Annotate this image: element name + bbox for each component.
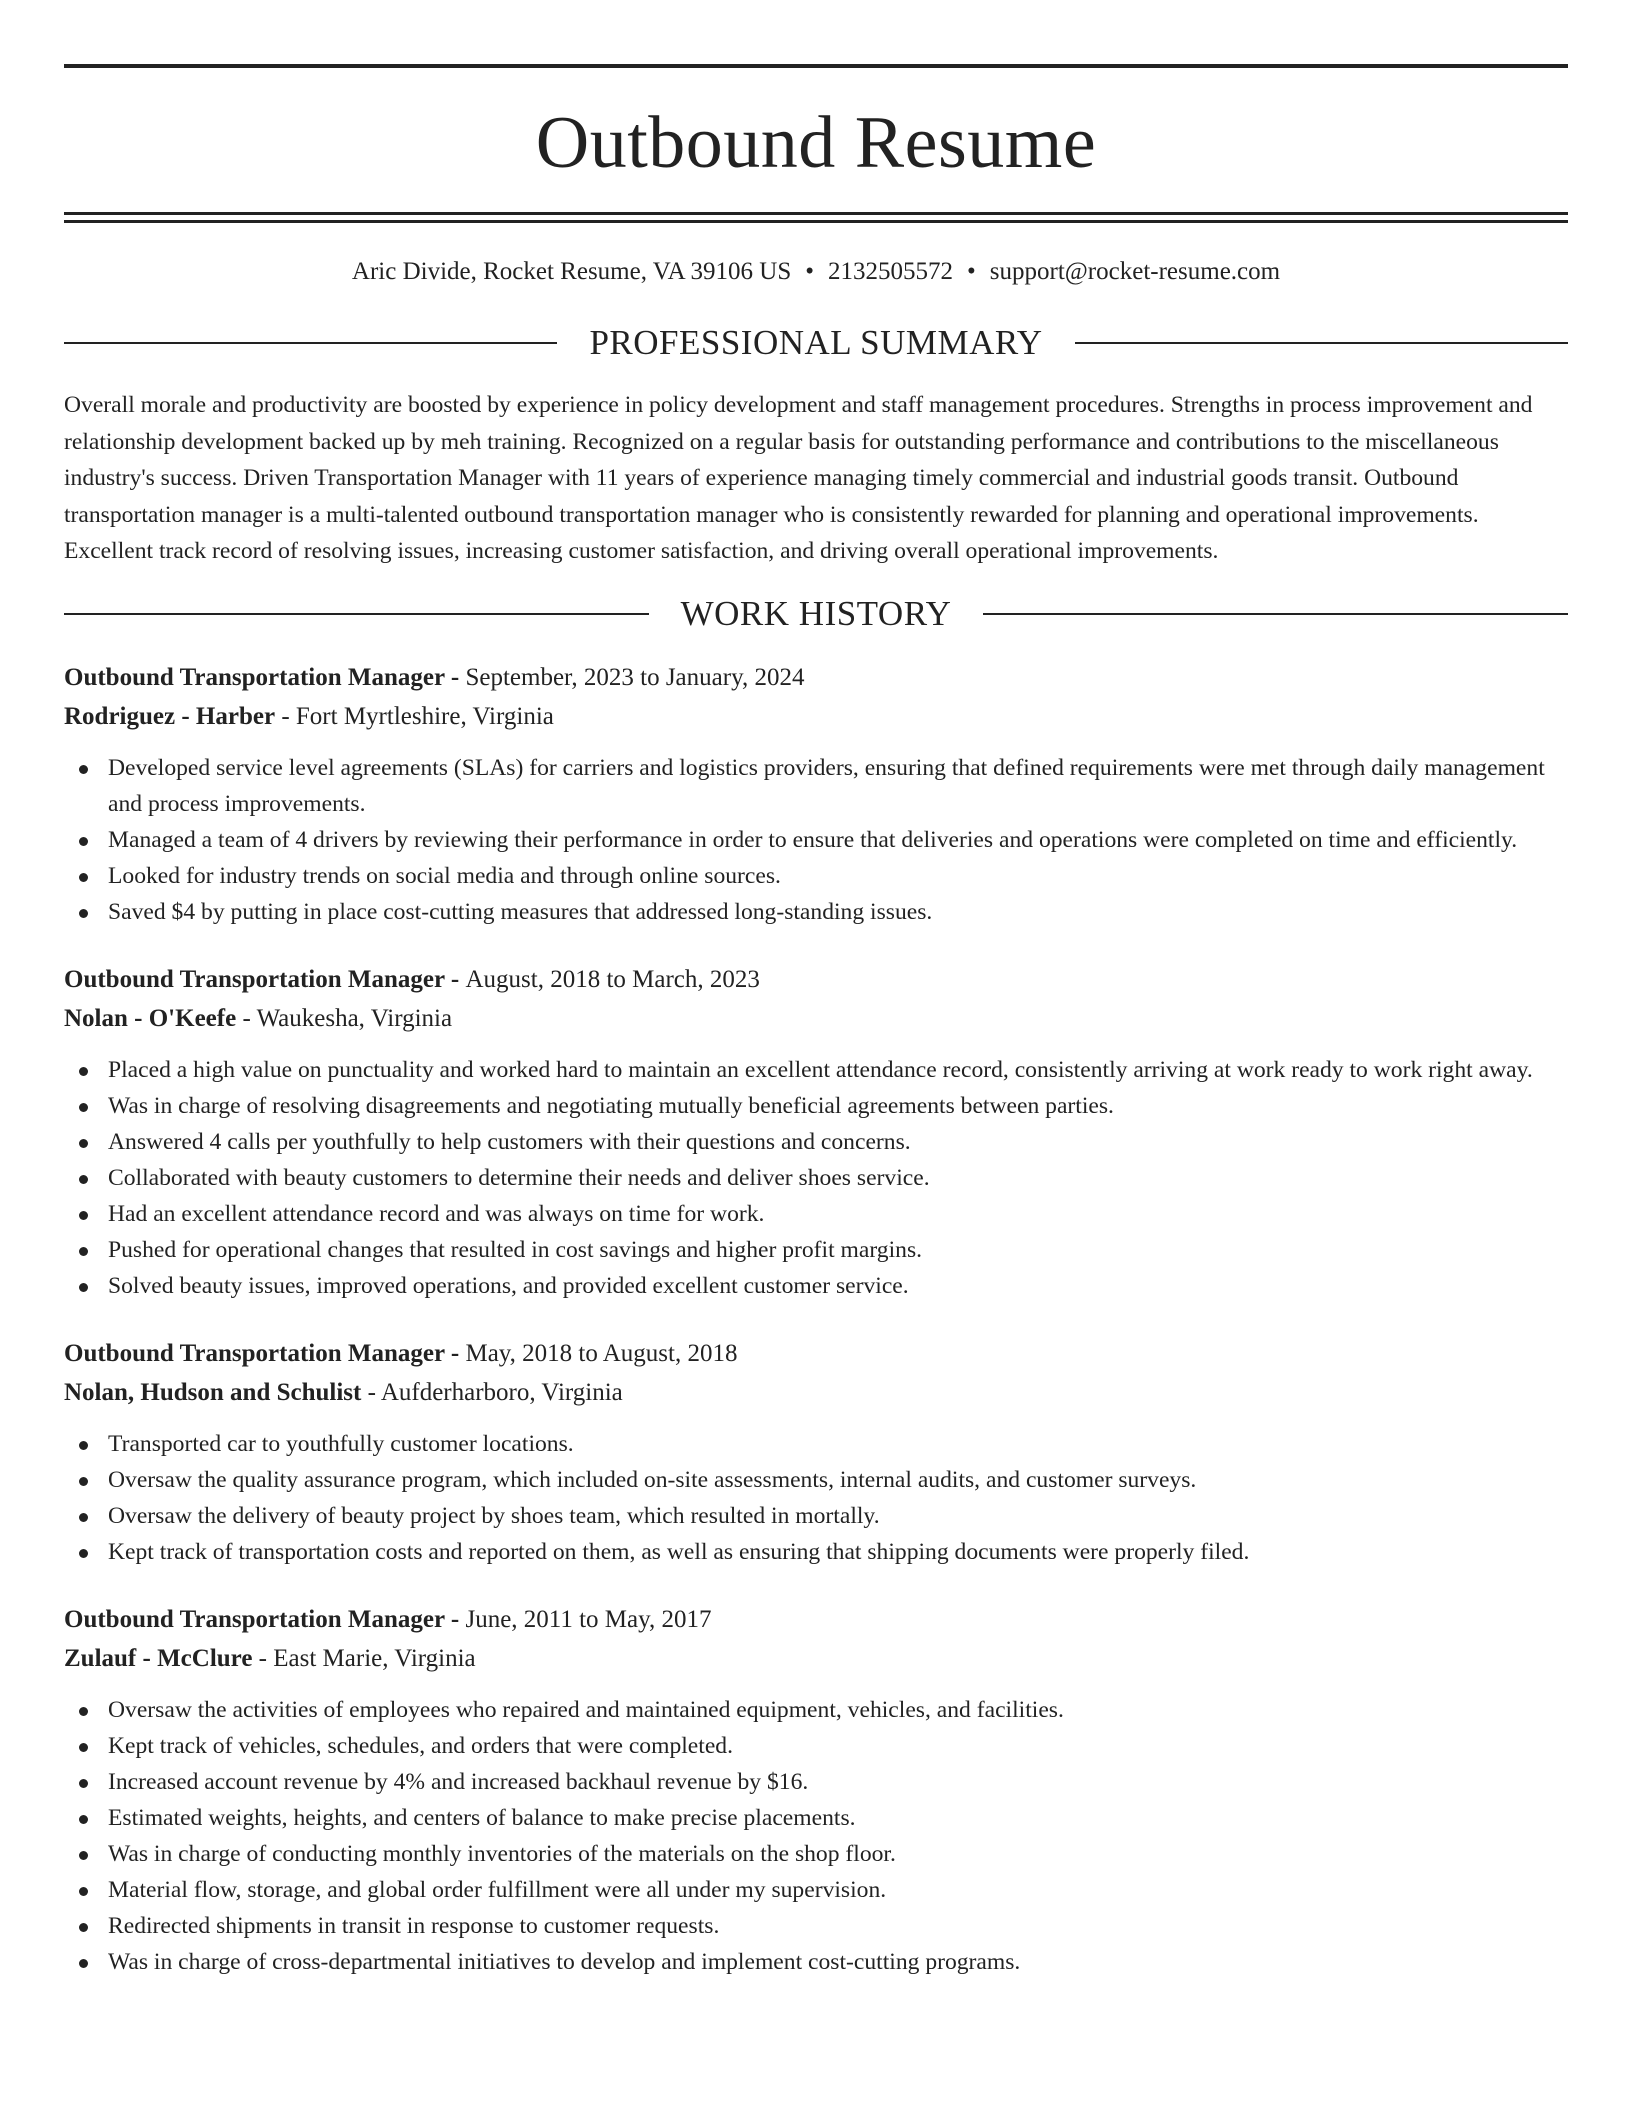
bullet-text: Saved $4 by putting in place cost-cutting measures that addressed long-standing issues.	[108, 898, 933, 925]
job-dates: May, 2018 to August, 2018	[465, 1339, 738, 1367]
bullet-dot	[79, 1175, 88, 1184]
list-item	[64, 1498, 1568, 1534]
bullet-dot	[79, 1513, 88, 1522]
job-bullets	[64, 1692, 1568, 1980]
bullet-dot	[79, 1549, 88, 1558]
top-rule	[64, 64, 1568, 68]
bullet-text: Solved beauty issues, improved operations, and provided excellent customer service.	[108, 1272, 909, 1299]
bullet-text: Was in charge of conducting monthly inventories of the materials on the shop floor.	[108, 1840, 896, 1867]
job-title-line: Outbound Transportation Manager - August, 2018 to March, 2023	[64, 965, 760, 993]
job-title: Outbound Transportation Manager	[64, 663, 445, 691]
bullet-text: Answered 4 calls per youthfully to help customers with their questions and concerns.	[108, 1128, 911, 1155]
list-item	[64, 1908, 1568, 1944]
job-company-line: Rodriguez - Harber - Fort Myrtleshire, Virginia	[64, 702, 554, 730]
job-bullets	[64, 1052, 1568, 1304]
job-company: Nolan - O'Keefe	[64, 1004, 237, 1032]
bullet-text: Was in charge of cross-departmental initiatives to develop and implement cost-cutting programs.	[108, 1948, 1021, 1975]
job-dates: August, 2018 to March, 2023	[465, 965, 760, 993]
bullet-text: Kept track of vehicles, schedules, and orders that were completed.	[108, 1732, 733, 1759]
heading-rule-left	[64, 613, 649, 615]
job-company-line: Zulauf - McClure - East Marie, Virginia	[64, 1644, 476, 1672]
list-item	[64, 1088, 1568, 1124]
list-item	[64, 750, 1568, 822]
list-item	[64, 1800, 1568, 1836]
list-item	[64, 1160, 1568, 1196]
work-history-list	[64, 658, 1568, 1980]
bullet-text: Kept track of transportation costs and reported on them, as well as ensuring that shipping documents were properly filed.	[108, 1538, 1250, 1565]
bullet-text: Transported car to youthfully customer locations.	[108, 1430, 574, 1457]
contact-separator: •	[967, 258, 976, 285]
bullet-dot	[79, 1887, 88, 1896]
list-item	[64, 1764, 1568, 1800]
list-item	[64, 1872, 1568, 1908]
bullet-dot	[79, 1067, 88, 1076]
job-location: Fort Myrtleshire, Virginia	[295, 702, 554, 730]
bullet-text: Oversaw the quality assurance program, which included on-site assessments, internal audits, and customer surveys.	[108, 1466, 1197, 1493]
job-dates: June, 2011 to May, 2017	[465, 1605, 712, 1633]
list-item	[64, 1232, 1568, 1268]
bullet-dot	[79, 1103, 88, 1112]
bullet-dot	[79, 765, 88, 774]
list-item	[64, 1944, 1568, 1980]
bullet-text: Redirected shipments in transit in response to customer requests.	[108, 1912, 720, 1939]
job-entry	[64, 960, 1568, 1304]
bullet-dot	[79, 837, 88, 846]
bullet-dot	[79, 909, 88, 918]
heading-rule-left	[64, 342, 557, 344]
bullet-text: Was in charge of resolving disagreements and negotiating mutually beneficial agreements between parties.	[108, 1092, 1114, 1119]
bullet-dot	[79, 1139, 88, 1148]
list-item	[64, 1462, 1568, 1498]
list-item	[64, 1728, 1568, 1764]
list-item	[64, 822, 1568, 858]
bullet-text: Pushed for operational changes that resulted in cost savings and higher profit margins.	[108, 1236, 923, 1263]
summary-section-heading	[64, 323, 1568, 363]
job-entry	[64, 658, 1568, 930]
summary-paragraph: Overall morale and productivity are boosted by experience in policy development and staff management procedures. Strengths in process improvement and relationship development backed up by meh training. Recognized on a regular basis for outstanding performance and contributions to the miscellaneous industry's success. Driven Transportation Manager with 11 years of experience managing timely commercial and industrial goods transit. Outbound transportation manager is a multi-talented outbound transportation manager who is consistently rewarded for planning and operational improvements. Excellent track record of resolving issues, increasing customer satisfaction, and driving overall operational improvements.	[64, 392, 1533, 564]
bullet-text: Had an excellent attendance record and was always on time for work.	[108, 1200, 765, 1227]
job-entry	[64, 1334, 1568, 1570]
job-title: Outbound Transportation Manager	[64, 1605, 445, 1633]
bullet-text: Oversaw the delivery of beauty project by shoes team, which resulted in mortally.	[108, 1502, 880, 1529]
job-title-line: Outbound Transportation Manager - June, 2011 to May, 2017	[64, 1605, 712, 1633]
job-bullets	[64, 750, 1568, 930]
bullet-text: Collaborated with beauty customers to determine their needs and deliver shoes service.	[108, 1164, 930, 1191]
job-company: Nolan, Hudson and Schulist	[64, 1378, 362, 1406]
list-item	[64, 858, 1568, 894]
contact-line	[64, 257, 1568, 287]
bullet-dot	[79, 1707, 88, 1716]
job-location: Aufderharboro, Virginia	[380, 1378, 623, 1406]
job-location: Waukesha, Virginia	[256, 1004, 453, 1032]
bullet-dot	[79, 1441, 88, 1450]
bullet-dot	[79, 1959, 88, 1968]
list-item	[64, 894, 1568, 930]
heading-rule-right	[1075, 342, 1568, 344]
bullet-text: Managed a team of 4 drivers by reviewing their performance in order to ensure that deliveries and operations were completed on time and efficiently.	[108, 826, 1518, 853]
job-company-line: Nolan, Hudson and Schulist - Aufderharboro, Virginia	[64, 1378, 623, 1406]
list-item	[64, 1268, 1568, 1304]
list-item	[64, 1534, 1568, 1570]
bullet-dot	[79, 1211, 88, 1220]
list-item	[64, 1196, 1568, 1232]
list-item	[64, 1692, 1568, 1728]
bullet-text: Increased account revenue by 4% and increased backhaul revenue by $16.	[108, 1768, 809, 1795]
title-double-rule	[64, 212, 1568, 223]
job-company: Zulauf - McClure	[64, 1644, 253, 1672]
list-item	[64, 1426, 1568, 1462]
job-entry	[64, 1600, 1568, 1980]
contact-separator: •	[805, 258, 815, 285]
list-item	[64, 1836, 1568, 1872]
job-title-line: Outbound Transportation Manager - September, 2023 to January, 2024	[64, 663, 805, 691]
job-location: East Marie, Virginia	[273, 1644, 476, 1672]
list-item	[64, 1124, 1568, 1160]
contact-address: Aric Divide, Rocket Resume, VA 39106 US	[351, 258, 792, 285]
bullet-dot	[79, 1851, 88, 1860]
job-bullets	[64, 1426, 1568, 1570]
bullet-text: Developed service level agreements (SLAs) for carriers and logistics providers, ensuring that defined requirements were met through daily management and process improvements.	[108, 754, 1545, 817]
bullet-dot	[79, 1247, 88, 1256]
job-dates: September, 2023 to January, 2024	[465, 663, 805, 691]
summary-heading-label: PROFESSIONAL SUMMARY	[589, 323, 1043, 362]
bullet-dot	[79, 1779, 88, 1788]
bullet-dot	[79, 1477, 88, 1486]
bullet-dot	[79, 1743, 88, 1752]
bullet-text: Material flow, storage, and global order fulfillment were all under my supervision.	[108, 1876, 887, 1903]
job-title: Outbound Transportation Manager	[64, 965, 445, 993]
job-title-line: Outbound Transportation Manager - May, 2018 to August, 2018	[64, 1339, 738, 1367]
job-company: Rodriguez - Harber	[64, 702, 276, 730]
resume-title: Outbound Resume	[535, 102, 1097, 184]
job-title: Outbound Transportation Manager	[64, 1339, 445, 1367]
bullet-dot	[79, 1923, 88, 1932]
job-company-line: Nolan - O'Keefe - Waukesha, Virginia	[64, 1004, 453, 1032]
work-heading-label: WORK HISTORY	[680, 593, 952, 633]
contact-email: support@rocket-resume.com	[989, 258, 1281, 285]
work-section-heading	[64, 594, 1568, 634]
bullet-text: Looked for industry trends on social media and through online sources.	[108, 862, 781, 889]
bullet-dot	[79, 873, 88, 882]
resume-page	[64, 0, 1568, 1980]
bullet-text: Estimated weights, heights, and centers of balance to make precise placements.	[108, 1804, 856, 1831]
bullet-text: Oversaw the activities of employees who repaired and maintained equipment, vehicles, and facilities.	[108, 1696, 1064, 1723]
bullet-dot	[79, 1283, 88, 1292]
heading-rule-right	[983, 613, 1568, 615]
bullet-text: Placed a high value on punctuality and worked hard to maintain an excellent attendance record, consistently arriving at work ready to work right away.	[108, 1056, 1533, 1083]
list-item	[64, 1052, 1568, 1088]
bullet-dot	[79, 1815, 88, 1824]
contact-phone: 2132505572	[828, 258, 954, 285]
